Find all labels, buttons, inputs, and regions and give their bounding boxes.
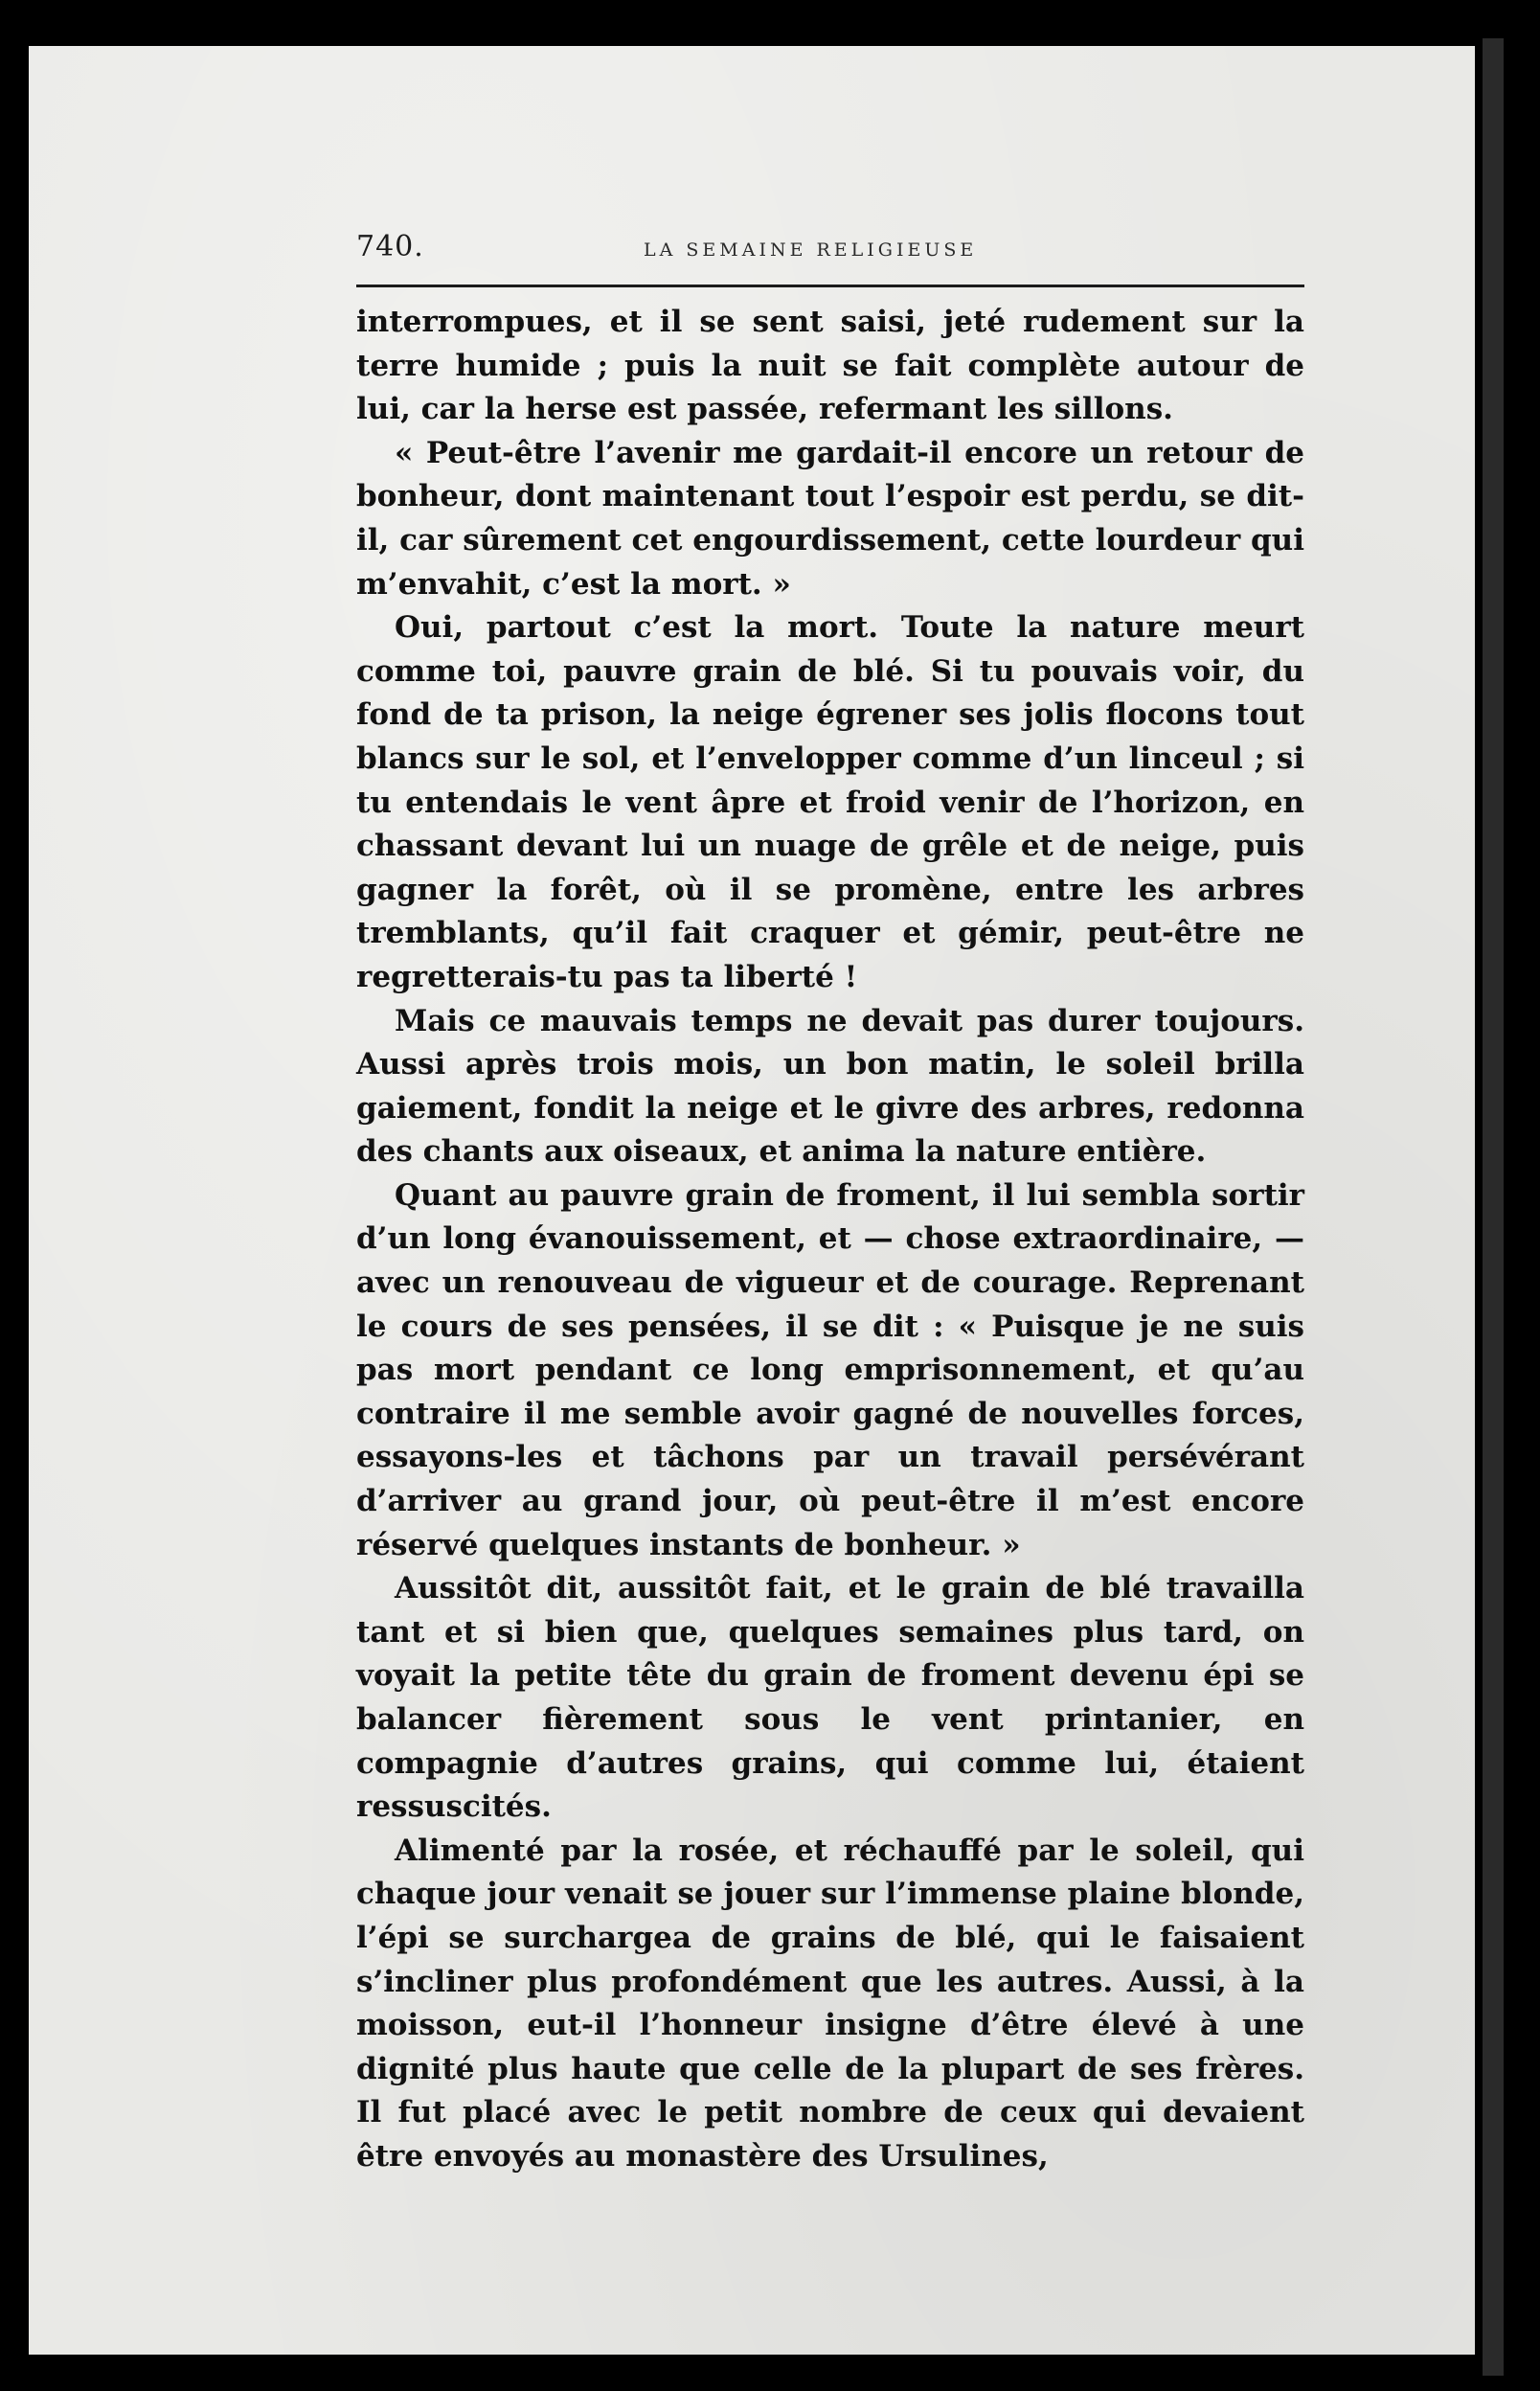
paragraph: « Peut-être l’avenir me gardait-il encore un retour de bonheur, dont maintenant tout l’espoir est perdu, se dit-il, car sûrement cet engourdissement, cette lourdeur qui m’envahit, c’est la mort. » (356, 435, 1304, 602)
paragraph: Quant au pauvre grain de froment, il lui sembla sortir d’un long évanouissement, et — chose extraordinaire, — avec un renouveau de vigueur et de courage. Reprenant le cours de ses pensées, il se dit : « Puisque je ne suis pas mort pendant ce long emprisonnement, et qu’au contraire il me semble avoir gagné de nouvelles forces, essayons-les et tâchons par un travail persévérant d’arriver au grand jour, où peut-être il m’est encore réservé quelques instants de bonheur. » (356, 1177, 1304, 1562)
paragraph: Mais ce mauvais temps ne devait pas durer toujours. Aussi après trois mois, un bon matin, le soleil brilla gaiement, fondit la neige et le givre des arbres, redonna des chants aux oiseaux, et anima la nature entière. (356, 1003, 1304, 1170)
next-page-edge (1483, 38, 1504, 2376)
paragraph: interrompues, et il se sent saisi, jeté rudement sur la terre humide ; puis la nuit se fait complète autour de lui, car la herse est passée, refermant les sillons. (356, 305, 1304, 427)
page-number: 740. (356, 230, 424, 263)
paragraph: Aussitôt dit, aussitôt fait, et le grain de blé travailla tant et si bien que, quelques semaines plus tard, on voyait la petite tête du grain de froment devenu épi se balancer fièrement sous le vent printanier, en compagnie d’autres grains, qui comme lui, étaient ressuscités. (356, 1571, 1304, 1825)
header-rule (356, 285, 1304, 287)
body-text (356, 301, 1304, 2179)
running-head (356, 226, 1302, 284)
paragraph: Oui, partout c’est la mort. Toute la nature meurt comme toi, pauvre grain de blé. Si tu pouvais voir, du fond de ta prison, la neige égrener ses jolis flocons tout blancs sur le sol, et l’envelopper comme d’un linceul ; si tu entendais le vent âpre et froid venir de l’horizon, en chassant devant lui un nuage de grêle et de neige, puis gagner la forêt, où il se promène, entre les arbres tremblants, qu’il fait craquer et gémir, peut-être ne regretterais-tu pas ta liberté ! (356, 610, 1304, 994)
paragraph: Alimenté par la rosée, et réchauffé par le soleil, qui chaque jour venait se jouer sur l’immense plaine blonde, l’épi se surchargea de grains de blé, qui le faisaient s’incliner plus profondément que les autres. Aussi, à la moisson, eut-il l’honneur insigne d’être élevé à une dignité plus haute que celle de la plupart de ses frères. Il fut placé avec le petit nombre de ceux qui devaient être envoyés au monastère des Ursulines, (356, 1833, 1304, 2174)
header-title: LA SEMAINE RELIGIEUSE (644, 239, 978, 261)
